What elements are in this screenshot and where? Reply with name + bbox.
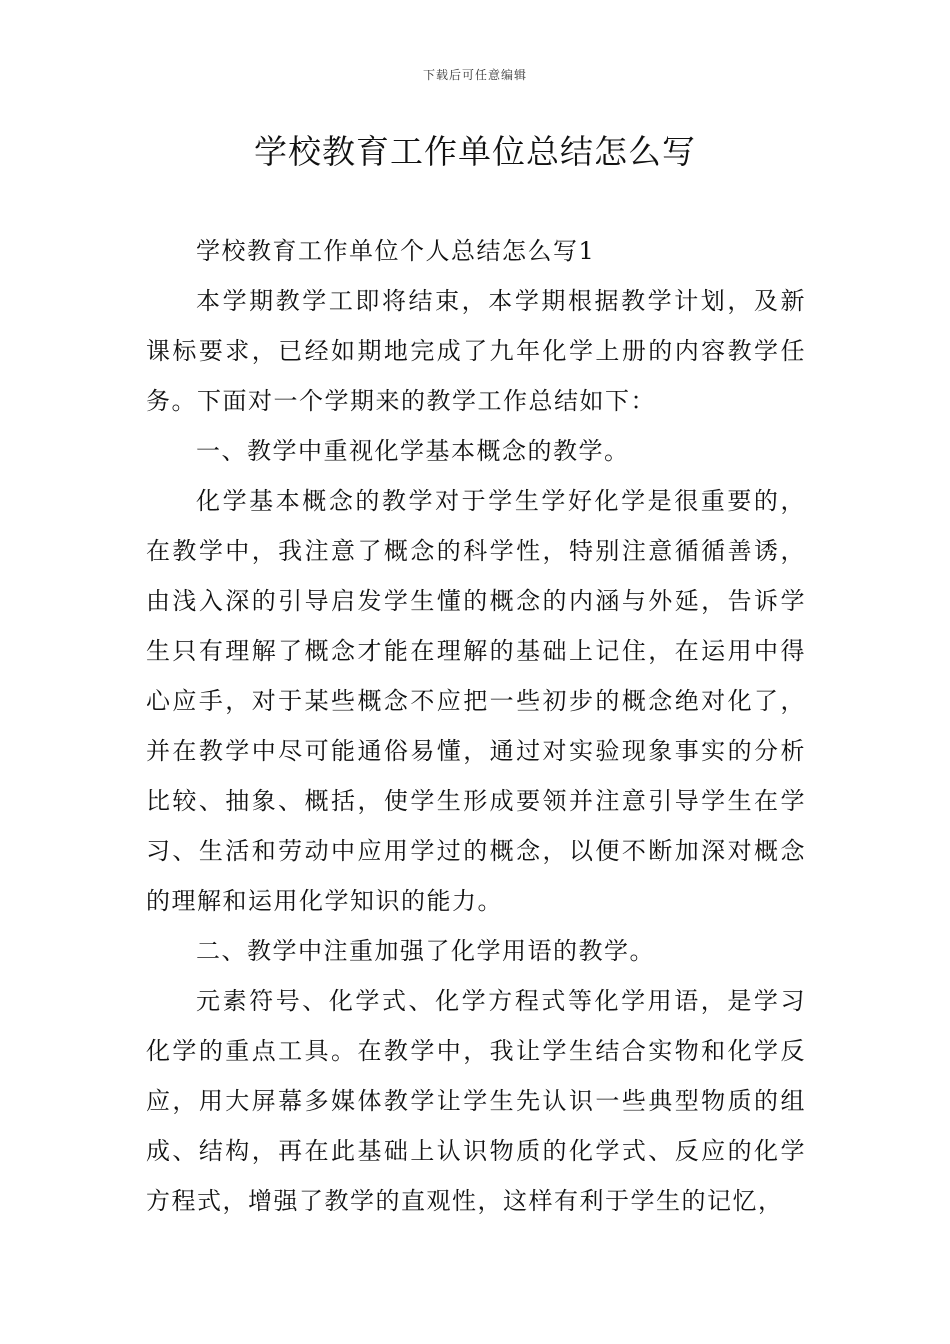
paragraph-intro: 本学期教学工即将结束，本学期根据教学计划，及新课标要求，已经如期地完成了九年化学上册的内容教学任务。下面对一个学期来的教学工作总结如下： bbox=[146, 287, 806, 415]
page-header-note: 下载后可任意编辑 bbox=[422, 68, 527, 82]
document-body bbox=[146, 226, 806, 1226]
paragraph-concepts: 化学基本概念的教学对于学生学好化学是很重要的，在教学中，我注意了概念的科学性，特别注意循循善诱，由浅入深的引导启发学生懂的概念的内涵与外延，告诉学生只有理解了概念才能在理解的基础上记住，在运用中得心应手，对于某些概念不应把一些初步的概念绝对化了，并在教学中尽可能通俗易懂，通过对实验现象事实的分析比较、抽象、概括，使学生形成要领并注意引导学生在学习、生活和劳动中应用学过的概念，以便不断加深对概念的理解和运用化学知识的能力。 bbox=[146, 487, 806, 915]
section-heading-concepts: 一、教学中重视化学基本概念的教学。 bbox=[196, 437, 630, 465]
paragraph-chemical-language: 元素符号、化学式、化学方程式等化学用语，是学习化学的重点工具。在教学中，我让学生结合实物和化学反应，用大屏幕多媒体教学让学生先认识一些典型物质的组成、结构，再在此基础上认识物质的化学式、反应的化学方程式，增强了教学的直观性，这样有利于学生的记忆， bbox=[146, 987, 806, 1215]
section-heading: 学校教育工作单位个人总结怎么写1 bbox=[196, 237, 596, 265]
document-title: 学校教育工作单位总结怎么写 bbox=[254, 132, 696, 171]
section-heading-chemical-language: 二、教学中注重加强了化学用语的教学。 bbox=[196, 937, 655, 965]
